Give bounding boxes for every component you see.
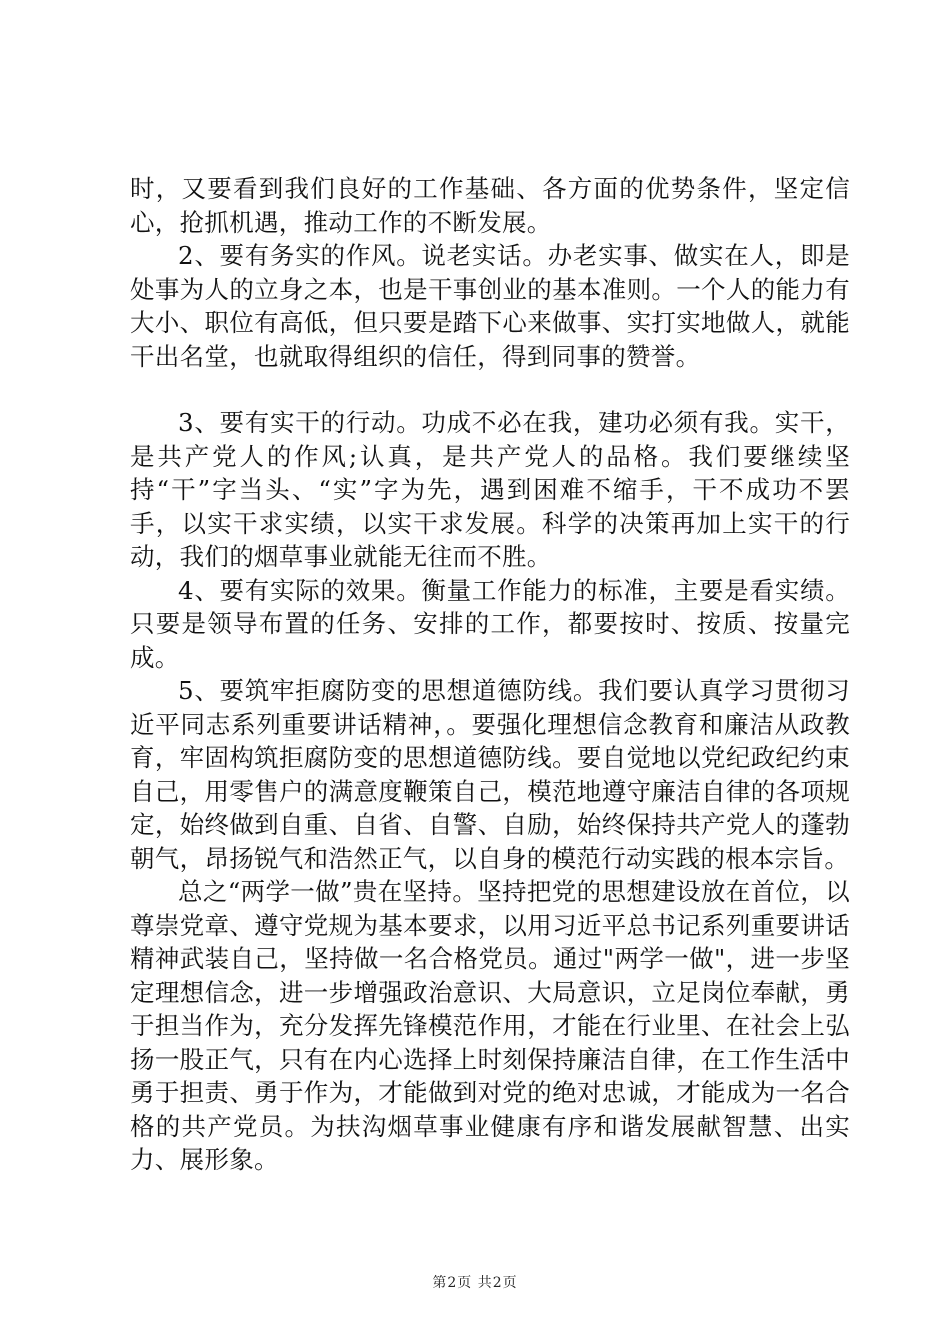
paragraph-point-5: 5、要筑牢拒腐防变的思想道德防线。我们要认真学习贯彻习近平同志系列重要讲话精神，。要强化理想信念教育和廉洁从政教育，牢固构筑拒腐防变的思想道德防线。要自觉地以党纪政纪约束自己，用零售户的满意度鞭策自己，模范地遵守廉洁自律的各项规定，始终做到自重、自省、自警、自励，始终保持共产党人的蓬勃朝气，昂扬锐气和浩然正气，以自身的模范行动实践的根本宗旨。 [130,676,850,873]
paragraph-continuation: 时，又要看到我们良好的工作基础、各方面的优势条件，坚定信心，抢抓机遇，推动工作的不断发展。 [130,174,850,237]
page-number-footer: 第2页 共2页 [432,1275,518,1291]
document-body [130,172,850,1177]
paragraph-conclusion: 总之“两学一做”贵在坚持。坚持把党的思想建设放在首位，以尊崇党章、遵守党规为基本要求，以用习近平总书记系列重要讲话精神武装自己，坚持做一名合格党员。通过"两学一做"，进一步坚定理想信念，进一步增强政治意识、大局意识，立足岗位奉献，勇于担当作为，充分发挥先锋模范作用，才能在行业里、在社会上弘扬一股正气，只有在内心选择上时刻保持廉洁自律，在工作生活中勇于担责、勇于作为，才能做到对党的绝对忠诚，才能成为一名合格的共产党员。为扶沟烟草事业健康有序和谐发展献智慧、出实力、展形象。 [130,877,850,1174]
paragraph-point-3: 3、要有实干的行动。功成不必在我，建功必须有我。实干，是共产党人的作风;认真，是共产党人的品格。我们要继续坚持“干”字当头、“实”字为先，遇到困难不缩手，干不成功不罢手，以实干求实绩，以实干求发展。科学的决策再加上实干的行动，我们的烟草事业就能无往而不胜。 [130,408,850,571]
paragraph-point-4: 4、要有实际的效果。衡量工作能力的标准，主要是看实绩。只要是领导布置的任务、安排的工作，都要按时、按质、按量完成。 [130,575,850,672]
paragraph-point-2: 2、要有务实的作风。说老实话。办老实事、做实在人，即是处事为人的立身之本，也是干事创业的基本准则。一个人的能力有大小、职位有高低，但只要是踏下心来做事、实打实地做人，就能干出名堂，也就取得组织的信任，得到同事的赞誉。 [130,241,850,371]
